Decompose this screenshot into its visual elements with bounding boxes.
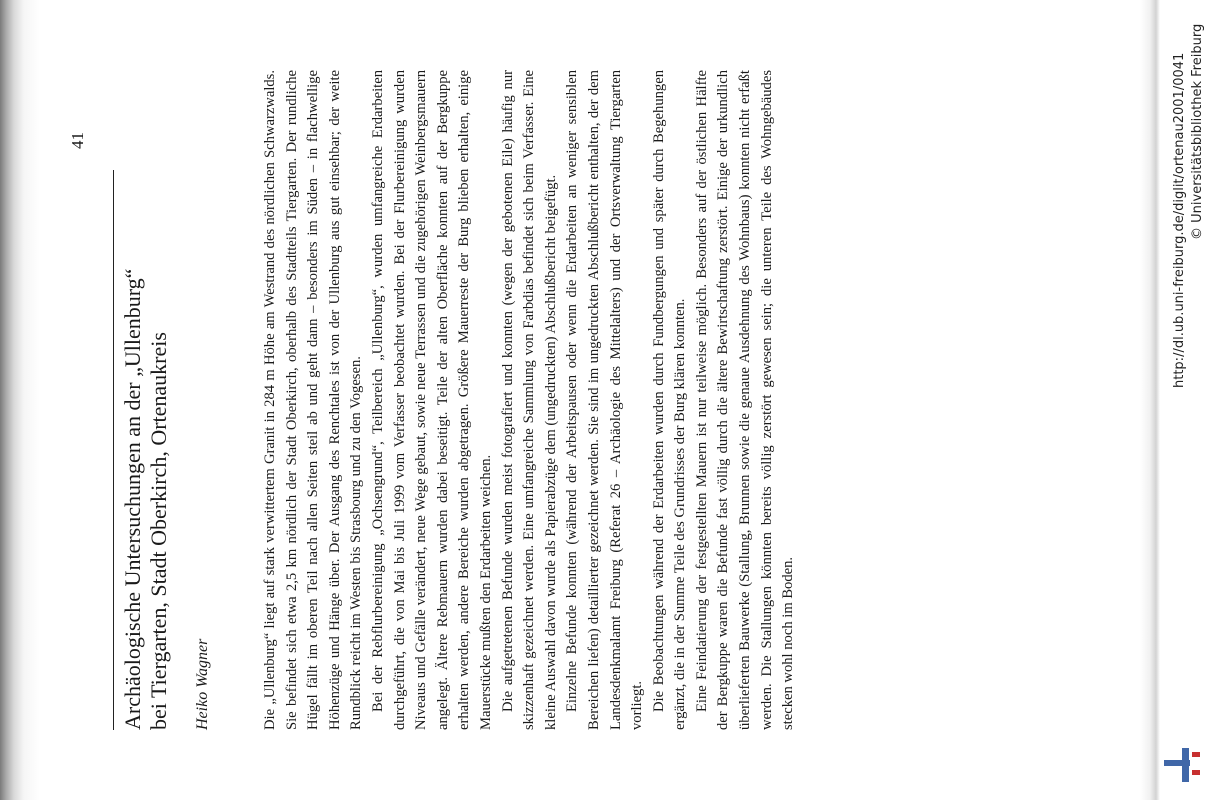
source-url[interactable]: http://dl.ub.uni-freiburg.de/diglit/ortenau2001/0041 <box>1172 52 1187 388</box>
page-number: 41 <box>68 132 87 149</box>
article-title <box>120 70 172 730</box>
paragraph-6: Eine Feindatierung der festgestellten Mauern ist nur teilweise möglich. Besonders auf der östlichen Hälfte der Bergkuppe waren die Befunde fast völlig durch die ältere Bewirtschaftung zerstört. Einige der urkundlich überlieferten Bauwerke (Stallung, Brunnen sowie die genaue Ausdehnung des Wohnbaus) konnten nicht erfaßt werden. Die Stallungen könnten bereits völlig zerstört gewesen sein; die unteren Teile des Wohngebäudes stecken wohl noch im Boden. <box>693 70 797 730</box>
paragraph-5: Die Beobachtungen während der Erdarbeiten wurden durch Fundbergungen und später durch Begehungen ergänzt, die in der Summe Teile des Grundrisses der Burg klären konnten. <box>650 70 689 730</box>
document-page <box>68 10 1160 740</box>
paragraph-2: Bei der Rebflurbereinigung „Ochsengrund“, Teilbereich „Ullenburg“, wurden umfangreiche Erdarbeiten durchgeführt, die von Mai bis Juli 1999 vom Verfasser beobachtet wurden. Bei der Flurbereinigung wurden Niveaus und Gefälle verändert, neue Wege gebaut, sowie neue Terrassen und die zugehörigen Weinbergsmauern angelegt. Ältere Rebmauern wurden dabei beseitigt. Teile der alten Oberfläche konnten auf der Bergkuppe erhalten werden, andere Bereiche wurden abgetragen. Größere Mauerreste der Burg blieben erhalten, einige Mauerstücke mußten den Erdarbeiten weichen. <box>369 70 494 730</box>
copyright-notice: © Universitätsbibliothek Freiburg <box>1190 23 1205 240</box>
title-line-2: bei Tiergarten, Stadt Oberkirch, Ortenaukreis <box>146 332 171 730</box>
paragraph-1: Die „Ullenburg“ liegt auf stark verwittertem Granit in 284 m Höhe am Westrand des nördlichen Schwarzwalds. Sie befindet sich etwa 2,5 km nördlich der Stadt Oberkirch, oberhalb des Stadtteils Tiergarten. Der rundliche Hügel fällt im oberen Teil nach allen Seiten steil ab und geht dann – besonders im Süden – in flachwellige Höhenzüge und Hänge über. Der Ausgang des Renchtales ist von der Ullenburg aus gut einsehbar; der weite Rundblick reicht im Westen bis Strasbourg und zu den Vogesen. <box>262 70 365 730</box>
header-rule <box>113 170 114 730</box>
paragraph-3: Die aufgetretenen Befunde wurden meist fotografiert und konnten (wegen der gebotenen Eile) häufig nur skizzenhaft gezeichnet werden. Eine umfangreiche Sammlung von Farbdias befindet sich beim Verfasser. Eine kleine Auswahl davon wurde als Papierabzüge dem (ungedruckten) Abschlußbericht beigefügt. <box>499 70 559 730</box>
title-line-1: Archäologische Untersuchungen an der „Ullenburg“ <box>120 268 145 730</box>
library-logo-icon <box>1160 748 1204 782</box>
author-name: Heiko Wagner <box>194 638 211 730</box>
paragraph-4: Einzelne Befunde konnten (während der Arbeitspausen oder wenn die Erdarbeiten an weniger sensiblen Bereichen liefen) detaillierter gezeichnet werden. Sie sind im ungedruckten Abschlußbericht enthalten, der dem Landesdenkmalamt Freiburg (Referat 26 – Archäologie des Mittelalters) und der Ortsverwaltung Tiergarten vorliegt. <box>564 70 646 730</box>
article-body <box>260 70 800 730</box>
